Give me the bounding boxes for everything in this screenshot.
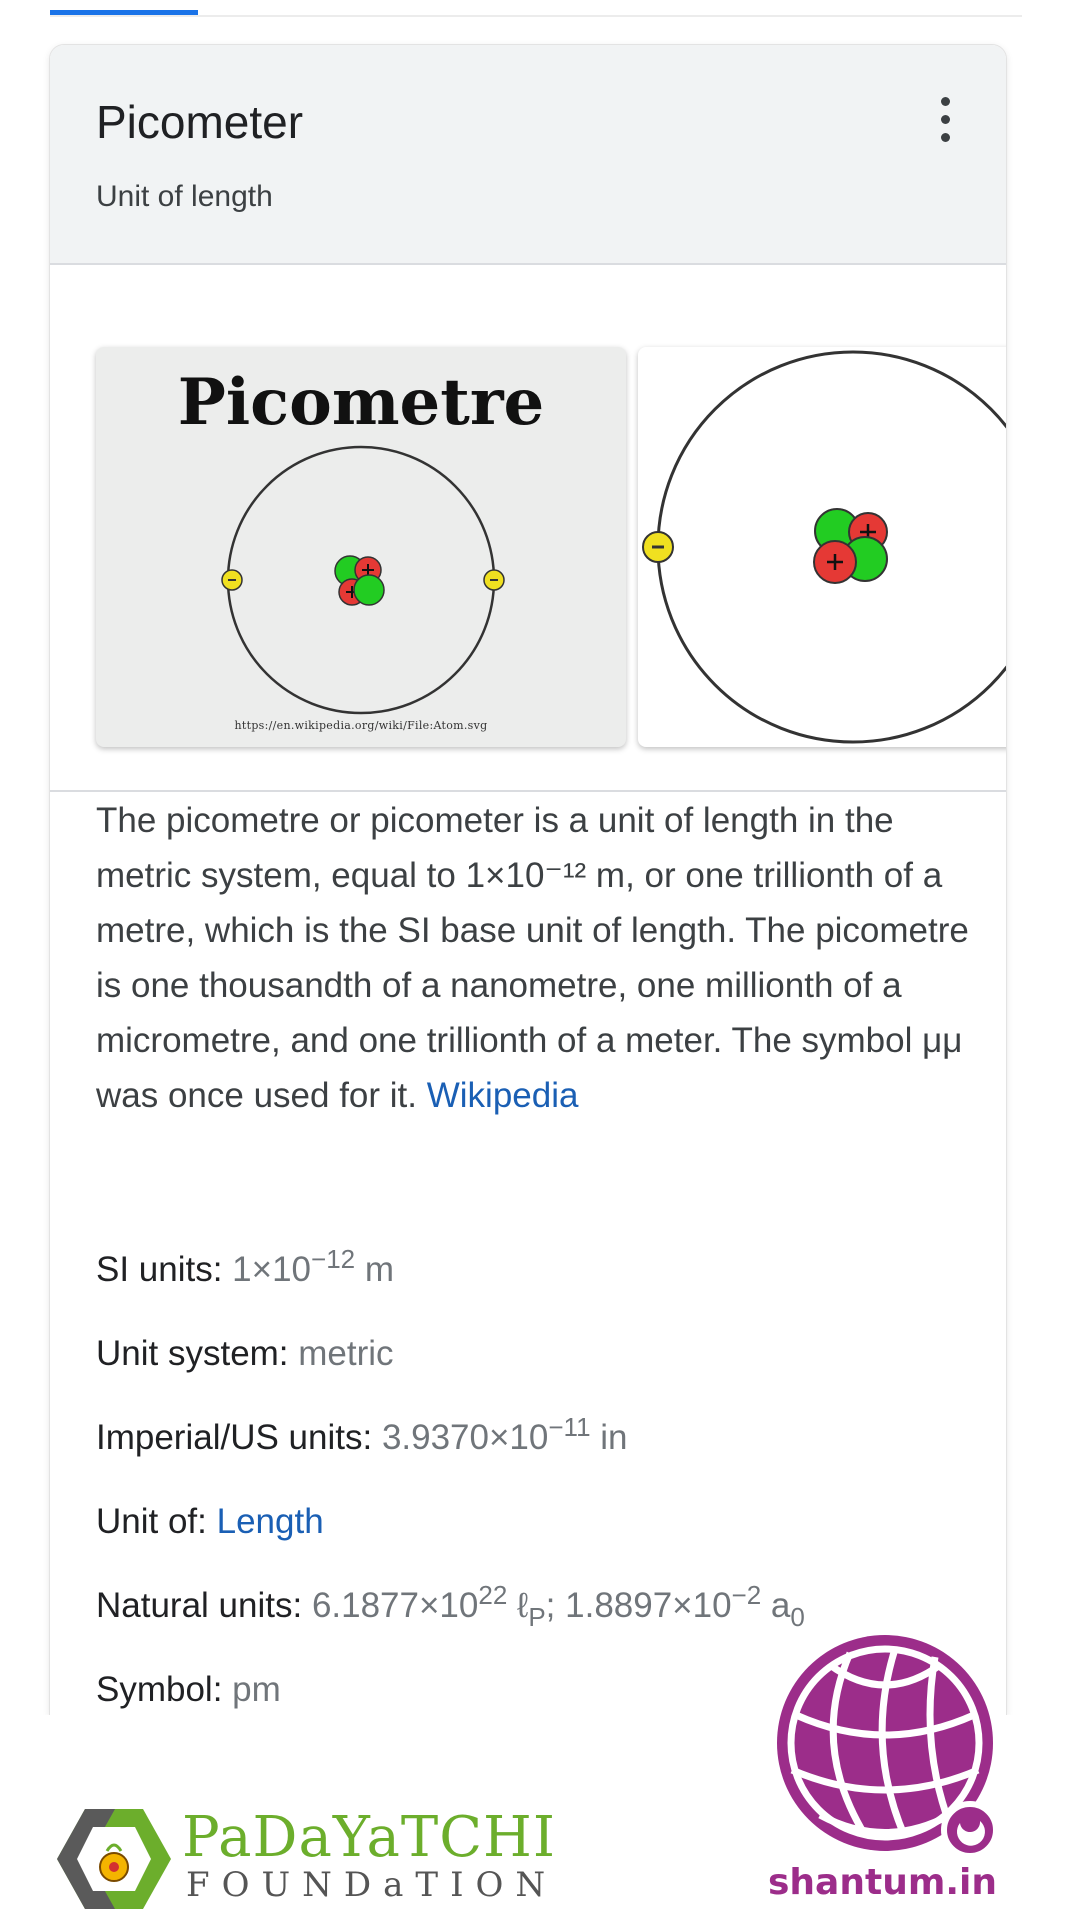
knowledge-panel-card [50, 45, 1006, 1715]
padayatchi-wordmark: PaDaYaTCHI [182, 1805, 556, 1870]
carousel-image-picometre[interactable] [96, 347, 626, 747]
fact-si-units [96, 1244, 996, 1334]
tab-bar-divider [50, 15, 1022, 17]
description-text [96, 793, 976, 1123]
image-caption-title: Picometre [177, 365, 545, 440]
fact-unit-of [96, 1502, 996, 1586]
fact-label: Imperial/US units: [96, 1418, 382, 1457]
card-header [50, 45, 1006, 265]
fact-value: $1\times 10^{-12}$ m [232, 1244, 395, 1289]
image-source-url: https://en.wikipedia.org/wiki/File:Atom.svg [234, 719, 488, 732]
fact-value: pm [232, 1670, 281, 1709]
wikipedia-link[interactable]: Wikipedia [426, 1076, 579, 1115]
shantum-globe-icon [770, 1635, 1000, 1860]
fact-label: Unit of: [96, 1502, 217, 1541]
fact-value: $3.9370\times 10^{-11}$ in [381, 1412, 628, 1457]
fact-label: SI units: [96, 1250, 233, 1289]
image-carousel [50, 265, 1006, 792]
atom-diagram [96, 347, 626, 747]
length-link[interactable]: Length [216, 1502, 324, 1541]
fact-label: Symbol: [96, 1670, 233, 1709]
shantum-wordmark: shantum.in [768, 1862, 997, 1903]
card-subtitle: Unit of length [96, 180, 273, 213]
fact-value: metric [298, 1334, 394, 1373]
padayatchi-logo-icon [55, 1805, 173, 1913]
fact-value: $6.1877\times 10^{22}$ ℓ$_P$; $1.8897\times 10^{-2}$ $a_0$ [311, 1580, 805, 1632]
description-body: The picometre or picometer is a unit of length in the metric system, equal to 1×10⁻¹² m, or one trillionth of a metre, which is the SI base unit of length. The picometre is one thousandth of a nanometre, one millionth of a micrometre, and one trillionth of a meter. The symbol μμ was once used for it. [96, 801, 969, 1115]
foundation-wordmark: FOUNDaTION [186, 1865, 558, 1905]
fact-label: Natural units: [96, 1586, 312, 1625]
atom-diagram-zoomed [638, 347, 1006, 747]
carousel-image-atom[interactable] [638, 347, 1006, 747]
fact-unit-system [96, 1334, 996, 1418]
fact-label: Unit system: [96, 1334, 299, 1373]
card-title: Picometer [96, 96, 304, 148]
fact-imperial-units [96, 1412, 996, 1502]
more-vert-icon[interactable] [930, 95, 960, 145]
